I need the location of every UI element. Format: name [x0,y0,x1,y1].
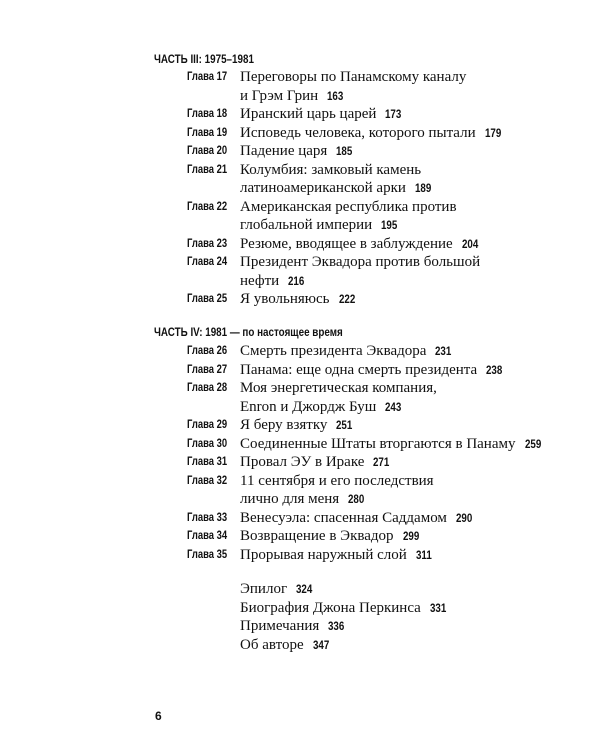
entry-title-text: Провал ЭУ в Ираке [240,454,365,470]
entry-title [240,235,481,254]
chapter-label: Глава 23 [187,237,228,250]
entry-title-text: латиноамериканской арки [240,180,406,196]
entry-title-text: Моя энергетическая компания, [240,380,437,396]
entry-title-text: Американская республика против [240,198,457,215]
entry-title-text: Возвращение в Эквадор [240,528,394,544]
chapter-label: Глава 27 [187,363,228,376]
chapter-label: Глава 25 [187,293,228,305]
entry-title [240,580,315,599]
toc-line [0,105,600,123]
toc-line [0,161,600,179]
toc-line [0,416,600,434]
page-number: 6 [155,709,162,723]
toc-line [0,290,600,308]
entry-title [240,124,504,143]
entry-page-number: 222 [338,294,355,306]
toc-line [0,342,600,360]
entry-page-number: 299 [402,531,419,543]
entry-title [240,216,400,235]
entry-title [240,379,437,397]
toc-line [0,253,600,271]
toc-line [0,198,600,216]
chapter-label: Глава 20 [187,145,228,157]
entry-page-number: 173 [385,109,402,121]
entry-title [240,161,421,179]
entry-page-number: 347 [312,639,329,652]
entry-title [240,342,455,361]
toc-line [0,124,600,142]
entry-page-number: 280 [348,494,365,506]
entry-title [240,435,544,454]
entry-page-number: 324 [296,584,313,596]
entry-page-number: 243 [385,401,402,414]
entry-title [240,416,356,435]
toc-line [0,546,600,564]
chapter-label: Глава 34 [187,530,228,542]
toc-line [0,235,600,253]
chapter-label: Глава 31 [187,456,228,468]
toc-line [0,599,600,617]
toc-line [0,636,600,654]
entry-title [240,105,405,124]
entry-title [240,68,466,86]
entry-title [240,198,457,216]
entry-page-number: 251 [336,420,353,432]
chapter-label: Глава 18 [187,108,228,120]
toc-line [0,490,600,508]
entry-title-text: Иранский царь царей [240,106,377,122]
entry-title [240,527,422,546]
entry-title [240,509,475,528]
entry-page-number: 163 [327,90,344,103]
entry-title-text: нефти [240,272,280,289]
entry-title-text: Венесуэла: спасенная Саддамом [240,509,447,526]
entry-title-text: Прорывая наружный слой [240,546,407,563]
chapter-label: Глава 35 [187,548,228,561]
entry-title-text: Панама: еще одна смерть президента [240,361,478,378]
entry-page-number: 189 [414,183,432,195]
entry-title-text: лично для меня [240,491,340,507]
entry-title-text: Президент Эквадора против большой [240,254,481,270]
entry-title [240,87,346,106]
chapter-label: Глава 24 [187,256,228,268]
entry-page-number: 216 [288,275,305,288]
entry-title-text: Резюме, вводящее в заблуждение [240,235,453,252]
toc-line [0,453,600,471]
entry-title-text: Соединенные Штаты вторгаются в Панаму [240,435,516,452]
toc-line [0,580,600,598]
toc-line [0,472,600,490]
entry-title-text: Переговоры по Панамскому каналу [240,69,467,85]
entry-title-text: Примечания [240,618,320,634]
toc-line [0,142,600,160]
toc-line [0,509,600,527]
toc-line [0,87,600,105]
entry-title [240,599,449,618]
chapter-label: Глава 32 [187,474,228,487]
entry-page-number: 204 [461,238,478,251]
entry-page-number: 290 [455,512,473,525]
entry-title-text: 11 сентября и его последствия [240,472,434,489]
toc-line [0,68,600,86]
entry-page-number: 231 [435,346,452,358]
toc-line [0,216,600,234]
entry-title [240,490,367,509]
entry-page-number: 195 [381,220,398,232]
entry-title-text: Эпилог [240,581,288,597]
entry-title [240,361,505,380]
entry-title [240,617,347,636]
entry-title-text: Колумбия: замковый камень [240,161,422,178]
entry-page-number: 271 [373,457,390,469]
entry-page-number: 336 [328,621,345,633]
entry-title-text: Я увольняюсь [240,291,330,307]
entry-title-text: Я беру взятку [240,417,328,433]
toc-line [0,398,600,416]
entry-page-number: 185 [336,146,353,158]
chapter-label: Глава 26 [187,345,228,357]
chapter-label: Глава 28 [187,382,228,394]
entry-title [240,636,332,655]
toc-line [0,179,600,197]
entry-title-text: Об авторе [240,636,304,653]
chapter-label: Глава 29 [187,419,228,431]
chapter-label: Глава 22 [187,200,228,213]
toc-line [0,435,600,453]
entry-page-number: 179 [484,127,501,140]
chapter-label: Глава 30 [187,437,228,450]
entry-title-text: и Грэм Грин [240,87,319,104]
entry-title-text: Исповедь человека, которого пытали [240,124,476,141]
toc-line [0,361,600,379]
toc-line [0,379,600,397]
toc-line [0,272,600,290]
entry-title [240,290,358,309]
chapter-label: Глава 33 [187,511,228,524]
part-3-heading: ЧАСТЬ III: 1975–1981 [154,52,254,66]
toc-line [0,617,600,635]
entry-title [240,398,404,417]
entry-title [240,142,356,161]
chapter-label: Глава 17 [187,71,228,83]
entry-page-number: 259 [524,438,541,451]
entry-title-text: Биография Джона Перкинса [240,599,421,616]
entry-title [240,179,434,198]
entry-page-number: 331 [429,602,447,615]
entry-title [240,546,434,565]
entry-title [240,453,393,472]
entry-title-text: Смерть президента Эквадора [240,343,427,359]
entry-title-text: глобальной империи [240,217,373,233]
chapter-label: Глава 19 [187,126,228,139]
entry-title [240,253,480,271]
chapter-label: Глава 21 [187,163,228,176]
entry-title [240,472,434,490]
entry-title-text: Enron и Джордж Буш [240,398,377,415]
part-4-heading: ЧАСТЬ IV: 1981 — по настоящее время [154,325,343,339]
toc-line [0,527,600,545]
entry-page-number: 311 [415,549,432,562]
entry-page-number: 238 [486,364,503,377]
entry-title-text: Падение царя [240,143,328,159]
entry-title [240,272,307,291]
